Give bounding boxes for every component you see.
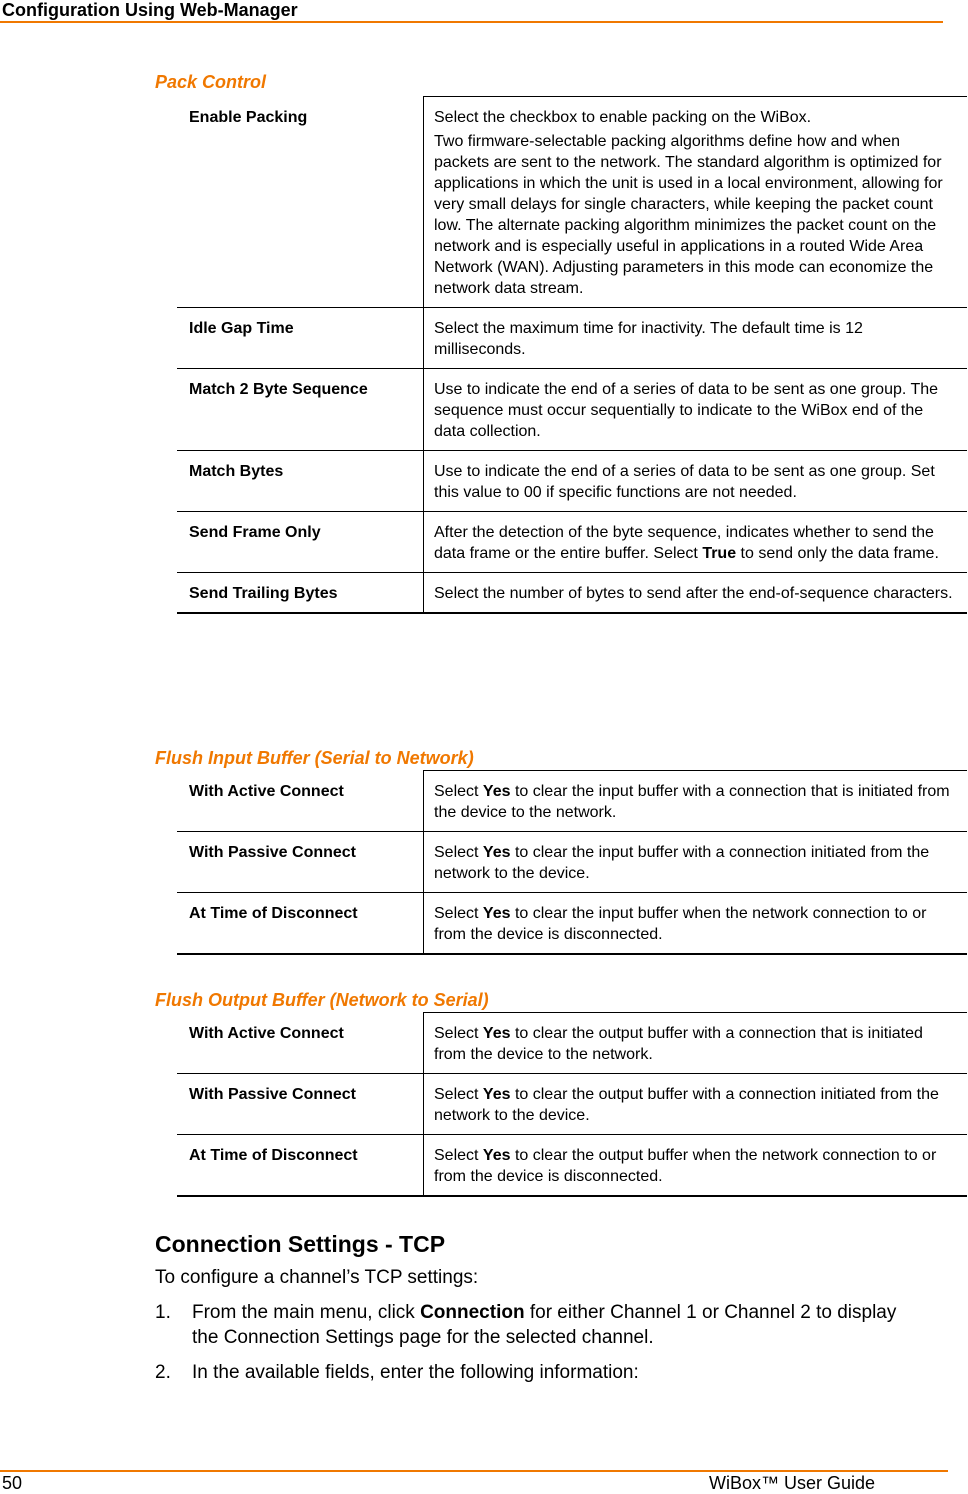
table-row: [177, 369, 967, 451]
step-number: 1.: [155, 1302, 171, 1323]
header-rule: [0, 21, 943, 23]
footer-rule: [0, 1470, 948, 1472]
step-text-part: From the main menu, click: [192, 1302, 421, 1323]
table-row: [177, 893, 967, 955]
step-text-part: for either Channel 1 or Channel 2 to display the Connection Settings page for the selected channel.: [192, 1302, 897, 1348]
flush-input-heading: Flush Input Buffer (Serial to Network): [155, 748, 474, 768]
param-name: Enable Packing: [177, 97, 424, 308]
step-item: [155, 1360, 915, 1385]
table-row: [177, 308, 967, 369]
param-name: With Passive Connect: [177, 832, 424, 893]
desc-line: Select the checkbox to enable packing on the WiBox.: [434, 109, 812, 126]
table-row: [177, 1135, 967, 1197]
desc-bold: Yes: [482, 783, 511, 800]
desc-text: Select: [434, 783, 483, 800]
connection-settings-heading: Connection Settings - TCP: [155, 1231, 446, 1257]
desc-bold: Yes: [482, 844, 511, 861]
desc-text: Select: [434, 905, 483, 922]
flush-output-heading: Flush Output Buffer (Network to Serial): [155, 990, 489, 1010]
param-description: [424, 1074, 968, 1135]
desc-text: to clear the input buffer with a connection initiated from the network to the device.: [434, 844, 930, 882]
desc-line: Select the maximum time for inactivity. The default time is 12 milliseconds.: [434, 320, 863, 358]
desc-text: Select: [434, 1147, 483, 1164]
footer-guide-title: WiBox™ User Guide: [709, 1473, 876, 1493]
step-text: [192, 1300, 915, 1350]
connection-intro: To configure a channel’s TCP settings:: [155, 1267, 479, 1288]
param-description: [424, 832, 968, 893]
desc-bold: Yes: [482, 1086, 511, 1103]
desc-text: to clear the output buffer with a connection that is initiated from the device to the network.: [434, 1025, 923, 1063]
step-text-part: In the available fields, enter the following information:: [192, 1362, 639, 1383]
desc-line: Use to indicate the end of a series of data to be sent as one group. Set this value to 00 if specific functions are not needed.: [434, 463, 935, 501]
param-description: [424, 369, 968, 451]
page-header-title: Configuration Using Web-Manager: [2, 0, 298, 20]
pack-control-heading: Pack Control: [155, 72, 267, 92]
desc-text: Select: [434, 844, 483, 861]
param-name: Match Bytes: [177, 451, 424, 512]
param-name: With Passive Connect: [177, 1074, 424, 1135]
table-row: [177, 573, 967, 614]
param-description: [424, 771, 968, 832]
desc-text: to clear the output buffer when the network connection to or from the device is disconnected.: [434, 1147, 937, 1185]
param-name: Idle Gap Time: [177, 308, 424, 369]
param-name: At Time of Disconnect: [177, 893, 424, 955]
desc-bold: Yes: [482, 1025, 511, 1042]
param-description: [424, 308, 968, 369]
desc-line: Two firmware-selectable packing algorithms define how and when packets are sent to the network. The standard algorithm is optimized for applications in which the unit is used in a local environment, allowing for very small delays for single characters, while keeping the packet count low. The alternate packing algorithm minimizes the packet count on the network and is especially useful in applications in a routed Wide Area Network (WAN). Adjusting parameters in this mode can economize the network data stream.: [434, 133, 943, 297]
desc-bold: True: [702, 545, 737, 562]
desc-text: to clear the input buffer with a connection that is initiated from the device to the network.: [434, 783, 950, 821]
param-name: Send Frame Only: [177, 512, 424, 573]
desc-text: to clear the input buffer when the network connection to or from the device is disconnected.: [434, 905, 927, 943]
desc-bold: Yes: [482, 1147, 511, 1164]
step-item: [155, 1300, 915, 1350]
table-row: [177, 832, 967, 893]
table-row: [177, 512, 967, 573]
desc-bold: Yes: [482, 905, 511, 922]
table-row: [177, 97, 967, 308]
desc-line: Use to indicate the end of a series of data to be sent as one group. The sequence must occur sequentially to indicate to the WiBox end of the data collection.: [434, 381, 939, 440]
step-bold: Connection: [420, 1302, 525, 1323]
param-description: [424, 1013, 968, 1074]
step-text: [192, 1360, 915, 1385]
table-row: [177, 771, 967, 832]
desc-text: Select: [434, 1086, 483, 1103]
flush-output-table: [177, 1012, 967, 1197]
desc-text: to clear the output buffer with a connection initiated from the network to the device.: [434, 1086, 939, 1124]
desc-text: to send only the data frame.: [736, 545, 939, 562]
param-name: With Active Connect: [177, 771, 424, 832]
param-name: At Time of Disconnect: [177, 1135, 424, 1197]
param-description: [424, 512, 968, 573]
param-description: [424, 451, 968, 512]
table-row: [177, 1074, 967, 1135]
footer-page-number: 50: [2, 1473, 23, 1493]
step-number: 2.: [155, 1362, 171, 1383]
param-name: With Active Connect: [177, 1013, 424, 1074]
param-description: [424, 893, 968, 955]
param-name: Match 2 Byte Sequence: [177, 369, 424, 451]
flush-input-table: [177, 770, 967, 955]
param-description: [424, 573, 968, 614]
param-description: [424, 97, 968, 308]
table-row: [177, 451, 967, 512]
param-name: Send Trailing Bytes: [177, 573, 424, 614]
pack-control-table: [177, 96, 967, 614]
param-description: [424, 1135, 968, 1197]
desc-line: Select the number of bytes to send after the end-of-sequence characters.: [434, 585, 953, 602]
desc-text: After the detection of the byte sequence, indicates whether to send the data frame or the entire buffer. Select: [434, 524, 934, 562]
desc-text: Select: [434, 1025, 483, 1042]
table-row: [177, 1013, 967, 1074]
